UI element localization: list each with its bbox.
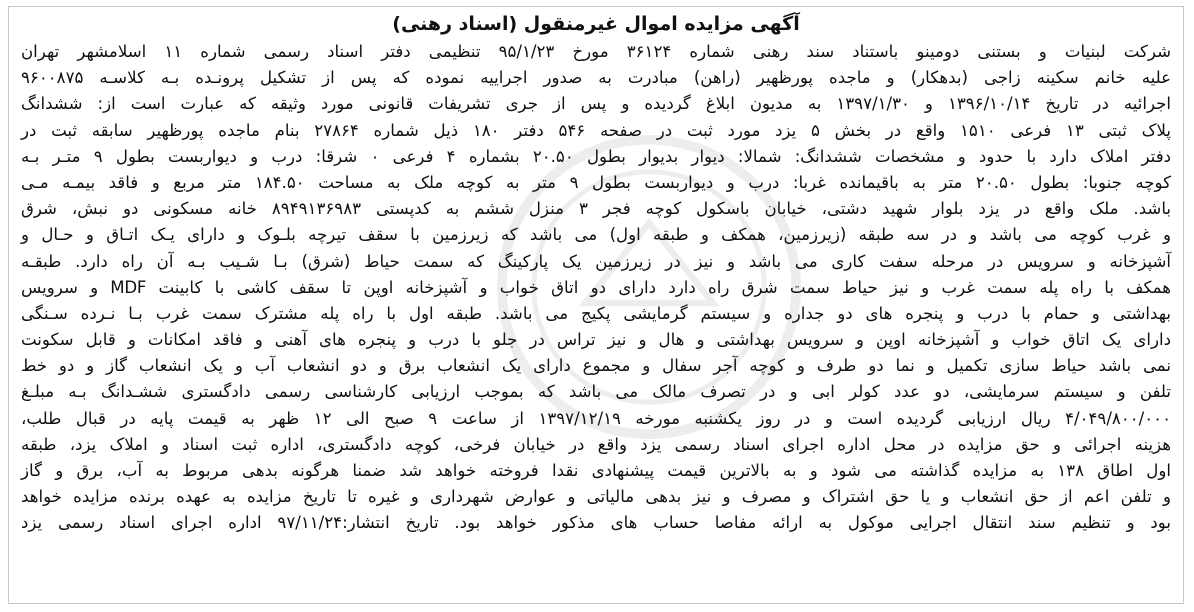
notice-line: ۴/۰۴۹/۸۰۰/۰۰۰ ریال ارزیابی گردیده است و در روز یکشنبه مورخه ۱۳۹۷/۱۲/۱۹ از ساعت ۹ صبح الی ۱۲ ظهر به قیمت پایه در قبال طلب،	[21, 408, 1171, 428]
notice-line: باشد. ملک واقع در یزد بلوار شهید دشتی، خیابان باسکول کوچه فجر ۳ منزل ششم به کدپستی ۸۹۴۹۱۳۶۹۸۳ خانه مسکونی دو نبش، شرق	[21, 199, 1171, 219]
notice-line: شرکت لبنیات و بستنی دومینو باستناد سند رهنی شماره ۳۶۱۲۴ مورخ ۹۵/۱/۲۳ تنظیمی دفتر اسناد رسمی شماره ۱۱ اسلامشهر تهران	[21, 42, 1171, 61]
notice-line: تلفن و سیستم سرمایشی، دو عدد کولر ابی و در تصرف مالک می باشد که بموجب ارزیابی کارشناسی رسمی دادگستری ششـدانگ بـه مبلـغ	[21, 382, 1171, 402]
notice-line-publication: بود و تنظیم سند انتقال اجرایی موکول به ارائه مفاصا حساب های مذکور خواهد بود. تاریخ انتشار:۹۷/۱۱/۲۴ اداره اجرای اسناد رسمی یزد	[21, 513, 1171, 533]
notice-page	[8, 6, 1184, 604]
notice-line: نمی باشد حیاط سازی تکمیل و نما دو طرف و کوچه آجر سفال و مجموع دارای یک انشعاب برق و دو انشعاب آب و یک انشعاب گاز و دو خط	[21, 356, 1171, 376]
notice-body	[21, 39, 1171, 537]
notice-line: پلاک ثبتی ۱۳ فرعی ۱۵۱۰ واقع در بخش ۵ یزد مورد ثبت در صفحه ۵۴۶ دفتر ۱۸۰ ذیل شماره ۲۷۸۶۴ بنام ماجده پورظهیر سابقه ثبت در	[21, 120, 1171, 140]
notice-line: و تلفن اعم از حق انشعاب و یا حق اشتراک و مصرف و نیز بدهی مالیاتی و عوارض شهرداری و غیره تا تاریخ مزایده به عهده برنده مزایده خواهد	[21, 487, 1171, 507]
notice-line: دارای یک اتاق خواب و آشپزخانه اوپن و سرویس بهداشتی و هال و نیز تراس در جلو با درب و پنجره های آهنی و فاقد امکانات و قابل سکونت	[21, 330, 1171, 350]
notice-line: اول اطاق ۱۳۸ به مزایده گذاشته می شود و به بالاترین قیمت پیشنهادی نقدا فروخته خواهد شد ضمنا هرگونه بدهی مربوط به آب، برق و گاز	[21, 461, 1171, 480]
notice-line: هزینه اجرائی و حق مزایده در محل اداره اجرای اسناد رسمی یزد واقع در خیابان فرخی، کوچه دادگستری، اداره ثبت اسناد و املاک یزد، طبقه	[21, 434, 1171, 454]
notice-line: آشپزخانه و سرویس در مرحله سفت کاری می باشد و نیز در زیرزمین یک پارکینگ که سمت حیاط (شرق) بـا شـیب بـه آن راه دارد. طبقـه	[21, 251, 1171, 271]
notice-line: بهداشتی و حمام با درب و پنجره های دو جداره و سیستم گرمایشی پکیج می باشد. طبقه اول با راه پله مشترک سمت غرب بـا نـرده سـنگی	[21, 303, 1171, 323]
notice-line: علیه خانم سکینه زاجی (بدهکار) و ماجده پورظهیر (راهن) مبادرت به صدور اجراییه نموده که پس از تشکیل پرونـده بـه کلاسـه ۹۶۰۰۸۷۵	[21, 68, 1171, 88]
notice-line: دفتر املاک دارد با حدود و مشخصات ششدانگ: شمالا: دیوار بدیوار بطول ۲۰.۵۰ بشماره ۴ فرعی ۰ شرقا: درب و دیواربست بطول ۹ متـر بـه	[21, 146, 1172, 166]
notice-line: کوچه جنوبا: بطول ۲۰.۵۰ متر به باقیمانده غربا: درب و دیواربست بطول ۹ متر به کوچه ملک به مساحت ۱۸۴.۵۰ متر مربع و فاقد بیمـه مـی	[21, 172, 1171, 192]
notice-line: و غرب کوچه می باشد و در سه طبقه (زیرزمین، همکف و طبقه اول) می باشد که زیرزمین با سقف تیرچه بلـوک و دارای یـک اتـاق و حـال و	[21, 225, 1171, 245]
notice-title: آگهی مزایده اموال غیرمنقول (اسناد رهنی)	[392, 13, 800, 35]
notice-line: همکف با راه پله سمت غرب و نیز حیاط سمت شرق راه دارد دارای دو اتاق خواب و آشپزخانه اوپن تا سقف کاشی با کابینت MDF و سرویس	[21, 277, 1171, 297]
notice-line: اجرائیه در تاریخ ۱۳۹۶/۱۰/۱۴ و ۱۳۹۷/۱/۳۰ به مدیون ابلاغ گردیده و پس از جری تشریفات قانونی مورد وثیقه که عبارت است از: ششدانگ	[21, 94, 1171, 114]
